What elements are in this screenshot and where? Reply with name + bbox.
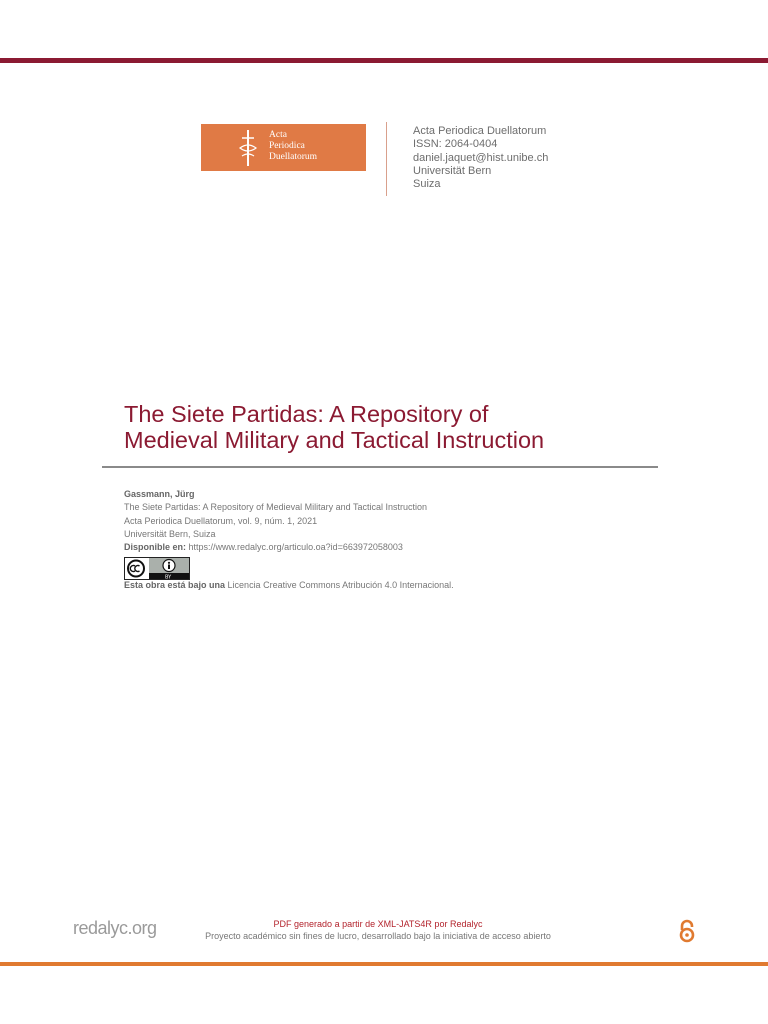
article-title-line: The Siete Partidas: A Repository of xyxy=(124,401,489,427)
license-prefix: Esta obra está bajo una xyxy=(124,580,226,590)
citation-institution: Universität Bern, Suiza xyxy=(124,528,216,539)
journal-logo-line: Periodica xyxy=(269,141,305,151)
header-divider xyxy=(386,122,387,196)
journal-email[interactable]: daniel.jaquet@hist.unibe.ch xyxy=(413,151,549,164)
svg-text:BY: BY xyxy=(165,574,172,579)
redalyc-logo[interactable] xyxy=(73,918,157,939)
title-divider xyxy=(102,466,658,468)
footer-generated-note: PDF generado a partir de XML-JATS4R por Redalyc xyxy=(273,919,483,929)
journal-info xyxy=(413,125,548,191)
journal-logo-line: Duellatorum xyxy=(269,152,318,162)
citation-journal: Acta Periodica Duellatorum, vol. 9, núm. 1, 2021 xyxy=(124,515,318,526)
redalyc-logo-text: redalyc.org xyxy=(73,918,157,938)
footer-text xyxy=(200,918,556,942)
bottom-rule xyxy=(0,962,768,966)
license-statement xyxy=(124,579,454,591)
journal-logo xyxy=(201,124,366,171)
citation-title: The Siete Partidas: A Repository of Medieval Military and Tactical Instruction xyxy=(124,502,427,513)
license-link[interactable]: Licencia Creative Commons Atribución 4.0 Internacional. xyxy=(227,580,454,590)
citation-availability xyxy=(124,541,427,554)
journal-logo-line: Acta xyxy=(269,130,287,140)
citation-author: Gassmann, Jürg xyxy=(124,489,195,499)
article-title xyxy=(124,401,664,453)
available-label: Disponible en: xyxy=(124,542,187,553)
journal-name: Acta Periodica Duellatorum xyxy=(413,125,547,137)
article-title-line: Medieval Military and Tactical Instruction xyxy=(124,427,545,453)
open-access-icon xyxy=(678,919,696,943)
cc-by-license-badge[interactable] xyxy=(124,557,190,580)
journal-logo-text xyxy=(269,130,317,163)
creative-commons-icon xyxy=(125,558,189,579)
top-rule xyxy=(0,58,768,63)
citation-block xyxy=(124,488,427,554)
sword-emblem-icon xyxy=(237,128,259,168)
footer-project-note: Proyecto académico sin fines de lucro, desarrollado bajo la iniciativa de acceso abierto xyxy=(205,931,551,941)
journal-institution: Universität Bern xyxy=(413,164,492,177)
article-url[interactable]: https://www.redalyc.org/articulo.oa?id=663972058003 xyxy=(188,542,403,553)
journal-country: Suiza xyxy=(413,178,441,191)
journal-issn: ISSN: 2064-0404 xyxy=(413,138,498,151)
